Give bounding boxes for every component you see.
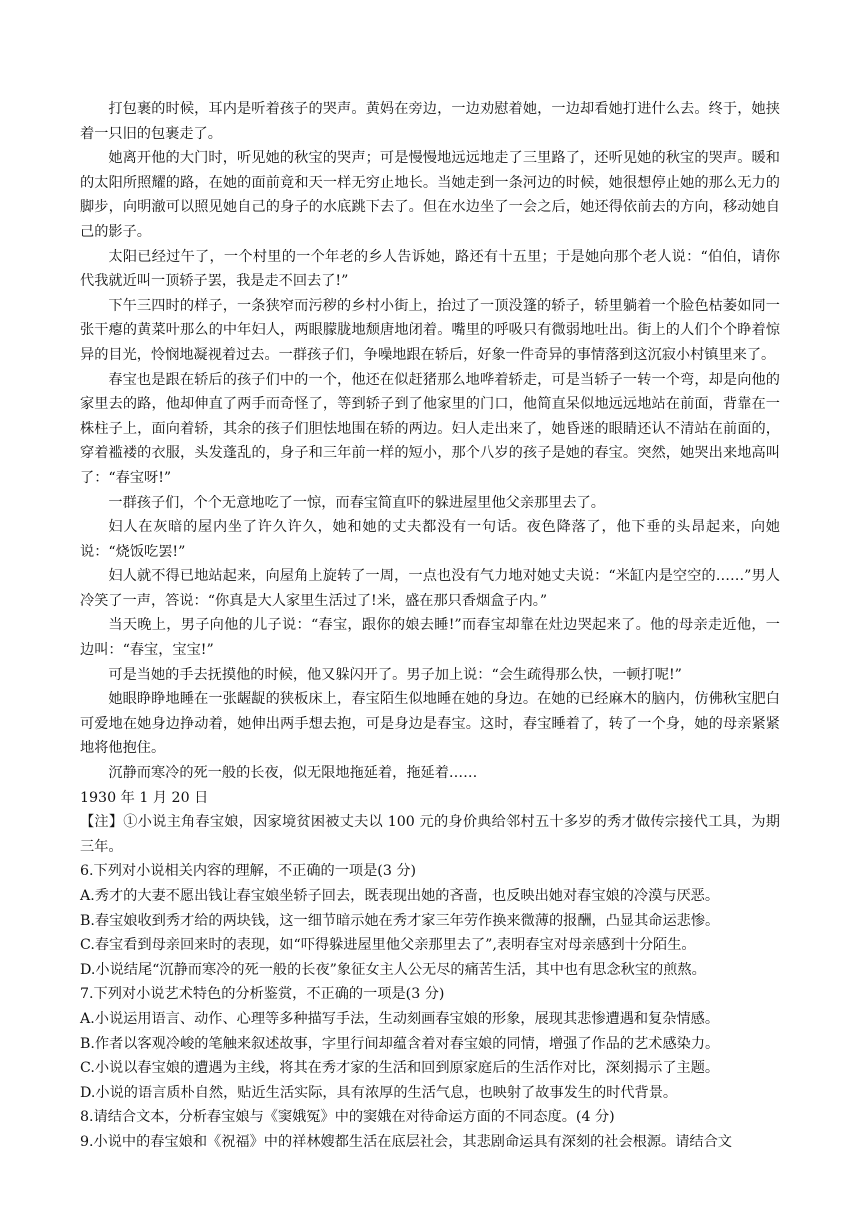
option-6b: B.春宝娘收到秀才给的两块钱，这一细节暗示她在秀才家三年劳作换来微薄的报酬，凸显其命运悲惨。 [80,912,720,929]
paragraph: 打包裹的时候，耳内是听着孩子的哭声。黄妈在旁边，一边劝慰着她，一边却看她打进什么去。终于，她挟着一只旧的包裹走了。 [80,101,780,142]
question-6: 6.下列对小说相关内容的理解，不正确的一项是(3 分) [80,863,417,880]
question-9: 9.小说中的春宝娘和《祝福》中的祥林嫂都生活在底层社会，其悲剧命运具有深刻的社会根源。请结合文 [80,1133,732,1150]
paragraph: 可是当她的手去抚摸他的时候，他又躲闪开了。男子加上说：“会生疏得那么快，一顿打呢!” [108,666,682,683]
paragraph: 妇人就不得已地站起来，向屋角上旋转了一周，一点也没有气力地对她丈夫说：“米缸内是空空的……”男人冷笑了一声，答说：“你真是大人家里生活过了!米，盛在那只香烟盒子内。” [80,568,780,609]
paragraph: 太阳已经过午了，一个村里的一个年老的乡人告诉她，路还有十五里；于是她向那个老人说：“伯伯，请你代我就近叫一顶轿子罢，我是走不回去了!” [80,248,780,290]
paragraph: 一群孩子们，个个无意地吃了一惊，而春宝简直吓的躲进屋里他父亲那里去了。 [108,494,605,511]
option-7c: C.小说以春宝娘的遭遇为主线，将其在秀才家的生活和回到原家庭后的生活作对比，深刻揭示了主题。 [80,1060,720,1077]
story-note: 【注】①小说主角春宝娘，因家境贫困被丈夫以 100 元的身价典给邻村五十多岁的秀才做传宗接代工具，为期三年。 [80,814,780,855]
story-body [80,97,780,859]
questions-section [80,859,780,1154]
paragraph: 妇人在灰暗的屋内坐了许久许久，她和她的丈夫都没有一句话。夜色降落了，他下垂的头昂起来，向她说：“烧饭吃罢!” [80,519,780,560]
option-6a: A.秀才的大妻不愿出钱让春宝娘坐轿子回去，既表现出她的吝啬，也反映出她对春宝娘的冷漠与厌恶。 [80,888,720,904]
option-6c: C.春宝看到母亲回来时的表现，如“吓得躲进屋里他父亲那里去了”,表明春宝对母亲感到十分陌生。 [80,937,696,954]
story-date: 1930 年 1 月 20 日 [80,789,209,806]
option-7b: B.作者以客观冷峻的笔触来叙述故事，字里行间却蕴含着对春宝娘的同情，增强了作品的艺术感染力。 [80,1035,720,1052]
option-7a: A.小说运用语言、动作、心理等多种描写手法，生动刻画春宝娘的形象，展现其悲惨遭遇和复杂情感。 [80,1010,720,1027]
paragraph: 她离开他的大门时，听见她的秋宝的哭声；可是慢慢地远远地走了三里路了，还听见她的秋宝的哭声。暖和的太阳所照耀的路，在她的面前竟和天一样无穷止地长。当她走到一条河边的时候，她很想停止她的那么无力的脚步，向明澈可以照见她自己的身子的水底跳下去了。但在水边坐了一会之后，她还得依前去的方向，移动她自己的影子。 [80,150,780,240]
option-7d: D.小说的语言质朴自然，贴近生活实际，具有浓厚的生活气息，也映射了故事发生的时代背景。 [80,1084,678,1101]
paragraph: 下午三四时的样子，一条狭窄而污秽的乡村小街上，抬过了一顶没篷的轿子，轿里躺着一个脸色枯萎如同一张干瘪的黄菜叶那么的中年妇人，两眼朦胧地颓唐地闭着。嘴里的呼吸只有微弱地吐出。街上的人们个个睁着惊异的目光，怜悯地凝视着过去。一群孩子们，争噪地跟在轿后，好象一件奇异的事情落到这沉寂小村镇里来了。 [80,297,780,363]
paragraph: 当天晚上，男子向他的儿子说：“春宝，跟你的娘去睡!”而春宝却靠在灶边哭起来了。他的母亲走近他，一边叫：“春宝，宝宝!” [80,617,780,659]
paragraph: 春宝也是跟在轿后的孩子们中的一个，他还在似赶猪那么地哗着轿走，可是当轿子一转一个弯，却是向他的家里去的路，他却伸直了两手而奇怪了，等到轿子到了他家里的门口，他简直呆似地远远地站在前面，背靠在一株柱子上，面向着轿，其余的孩子们胆怯地围在轿的两边。妇人走出来了，她昏迷的眼睛还认不清站在前面的，穿着褴褛的衣服，头发蓬乱的，身子和三年前一样的短小，那个八岁的孩子是她的春宝。突然，她哭出来地高叫了：“春宝呀!” [80,371,780,486]
paragraph: 她眼睁睁地睡在一张龌龊的狭板床上，春宝陌生似地睡在她的身边。在她的已经麻木的脑内，仿佛秋宝肥白可爱地在她身边挣动着，她伸出两手想去抱，可是身边是春宝。这时，春宝睡着了，转了一个身，她的母亲紧紧地将他抱住。 [80,691,780,757]
question-7: 7.下列对小说艺术特色的分析鉴赏，不正确的一项是(3 分) [80,986,445,1003]
question-8: 8.请结合文本，分析春宝娘与《窦娥冤》中的窦娥在对待命运方面的不同态度。(4 分) [80,1109,615,1126]
paragraph: 沉静而寒冷的死一般的长夜，似无限地拖延着，拖延着…… [108,765,478,782]
option-6d: D.小说结尾“沉静而寒冷的死一般的长夜”象征女主人公无尽的痛苦生活，其中也有思念秋宝的煎熬。 [80,961,706,978]
